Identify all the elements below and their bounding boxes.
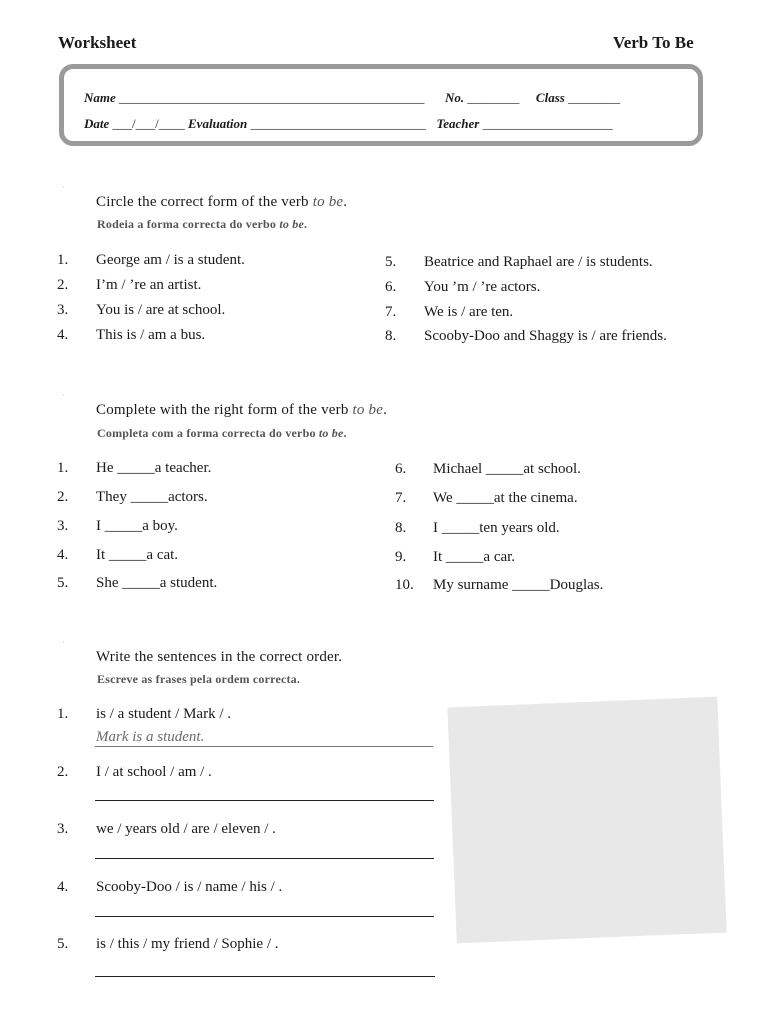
exercise-2-item[interactable]: 1. He _____a teacher.	[57, 460, 212, 476]
answer-line[interactable]	[95, 976, 435, 977]
evaluation-label: Evaluation	[188, 116, 248, 131]
section-marker-icon: ´	[62, 393, 65, 403]
exercise-3-item: 3. we / years old / are / eleven / .	[57, 821, 276, 837]
teacher-label: Teacher	[436, 116, 480, 131]
class-label: Class	[535, 90, 565, 105]
exercise-2-instruction: Complete with the right form of the verb to be.	[96, 402, 388, 418]
evaluation-field[interactable]: ___________________________	[250, 116, 427, 131]
exercise-2-item[interactable]: 5. She _____a student.	[57, 575, 218, 591]
class-field[interactable]: ________	[568, 90, 621, 105]
exercise-3-item: 1. is / a student / Mark / .	[57, 706, 231, 722]
date-label: Date	[84, 116, 110, 131]
exercise-1-item[interactable]: 5. Beatrice and Raphael are / is students.	[385, 254, 653, 270]
section-marker-icon: ´	[62, 640, 65, 650]
section-marker-icon: ´	[62, 185, 65, 195]
example-answer-line	[95, 746, 433, 747]
exercise-1-item[interactable]: 4. This is / am a bus.	[57, 327, 206, 343]
teacher-field[interactable]: ____________________	[482, 116, 613, 131]
exercise-1-subtitle: Rodeia a forma correcta do verbo to be.	[97, 217, 308, 231]
answer-line[interactable]	[95, 916, 434, 917]
number-field[interactable]: ________	[467, 90, 520, 105]
info-row-date	[84, 116, 678, 132]
answer-line[interactable]	[95, 858, 434, 859]
exercise-1-item[interactable]: 7. We is / are ten.	[385, 304, 514, 320]
exercise-3-item: 2. I / at school / am / .	[57, 764, 212, 780]
exercise-1-instruction: Circle the correct form of the verb to be.	[96, 194, 348, 210]
exercise-1-item[interactable]: 8. Scooby-Doo and Shaggy is / are friends.	[385, 328, 667, 344]
exercise-2-item[interactable]: 8. I _____ten years old.	[395, 520, 560, 536]
exercise-1-item[interactable]: 2. I’m / ’re an artist.	[57, 277, 202, 293]
name-label: Name	[84, 90, 116, 105]
date-field[interactable]: ___/___/____	[112, 116, 185, 131]
exercise-3-item: 4. Scooby-Doo / is / name / his / .	[57, 879, 283, 895]
exercise-1-item[interactable]: 6. You ’m / ’re actors.	[385, 279, 541, 295]
example-answer: Mark is a student.	[96, 729, 205, 745]
worksheet-topic: Verb To Be	[613, 33, 694, 52]
exercise-2-item[interactable]: 10. My surname _____Douglas.	[395, 577, 604, 593]
exercise-2-item[interactable]: 7. We _____at the cinema.	[395, 490, 578, 506]
picture-placeholder	[447, 697, 726, 944]
exercise-1-item[interactable]: 3. You is / are at school.	[57, 302, 226, 318]
exercise-2-item[interactable]: 9. It _____a car.	[395, 549, 516, 565]
name-field[interactable]: _______________________________________________	[119, 90, 425, 105]
student-info-card	[59, 64, 703, 146]
exercise-2-subtitle: Completa com a forma correcta do verbo to be.	[97, 426, 347, 440]
exercise-3-item: 5. is / this / my friend / Sophie / .	[57, 936, 279, 952]
exercise-2-item[interactable]: 4. It _____a cat.	[57, 547, 179, 563]
exercise-2-item[interactable]: 6. Michael _____at school.	[395, 461, 581, 477]
exercise-1-item[interactable]: 1. George am / is a student.	[57, 252, 245, 268]
worksheet-title: Worksheet	[58, 33, 137, 52]
exercise-3-subtitle: Escreve as frases pela ordem correcta.	[97, 672, 301, 686]
info-row-name	[84, 90, 678, 106]
exercise-2-item[interactable]: 2. They _____actors.	[57, 489, 208, 505]
number-label: No.	[445, 90, 465, 105]
answer-line[interactable]	[95, 800, 434, 801]
exercise-3-instruction: Write the sentences in the correct order.	[96, 649, 343, 665]
exercise-2-item[interactable]: 3. I _____a boy.	[57, 518, 178, 534]
